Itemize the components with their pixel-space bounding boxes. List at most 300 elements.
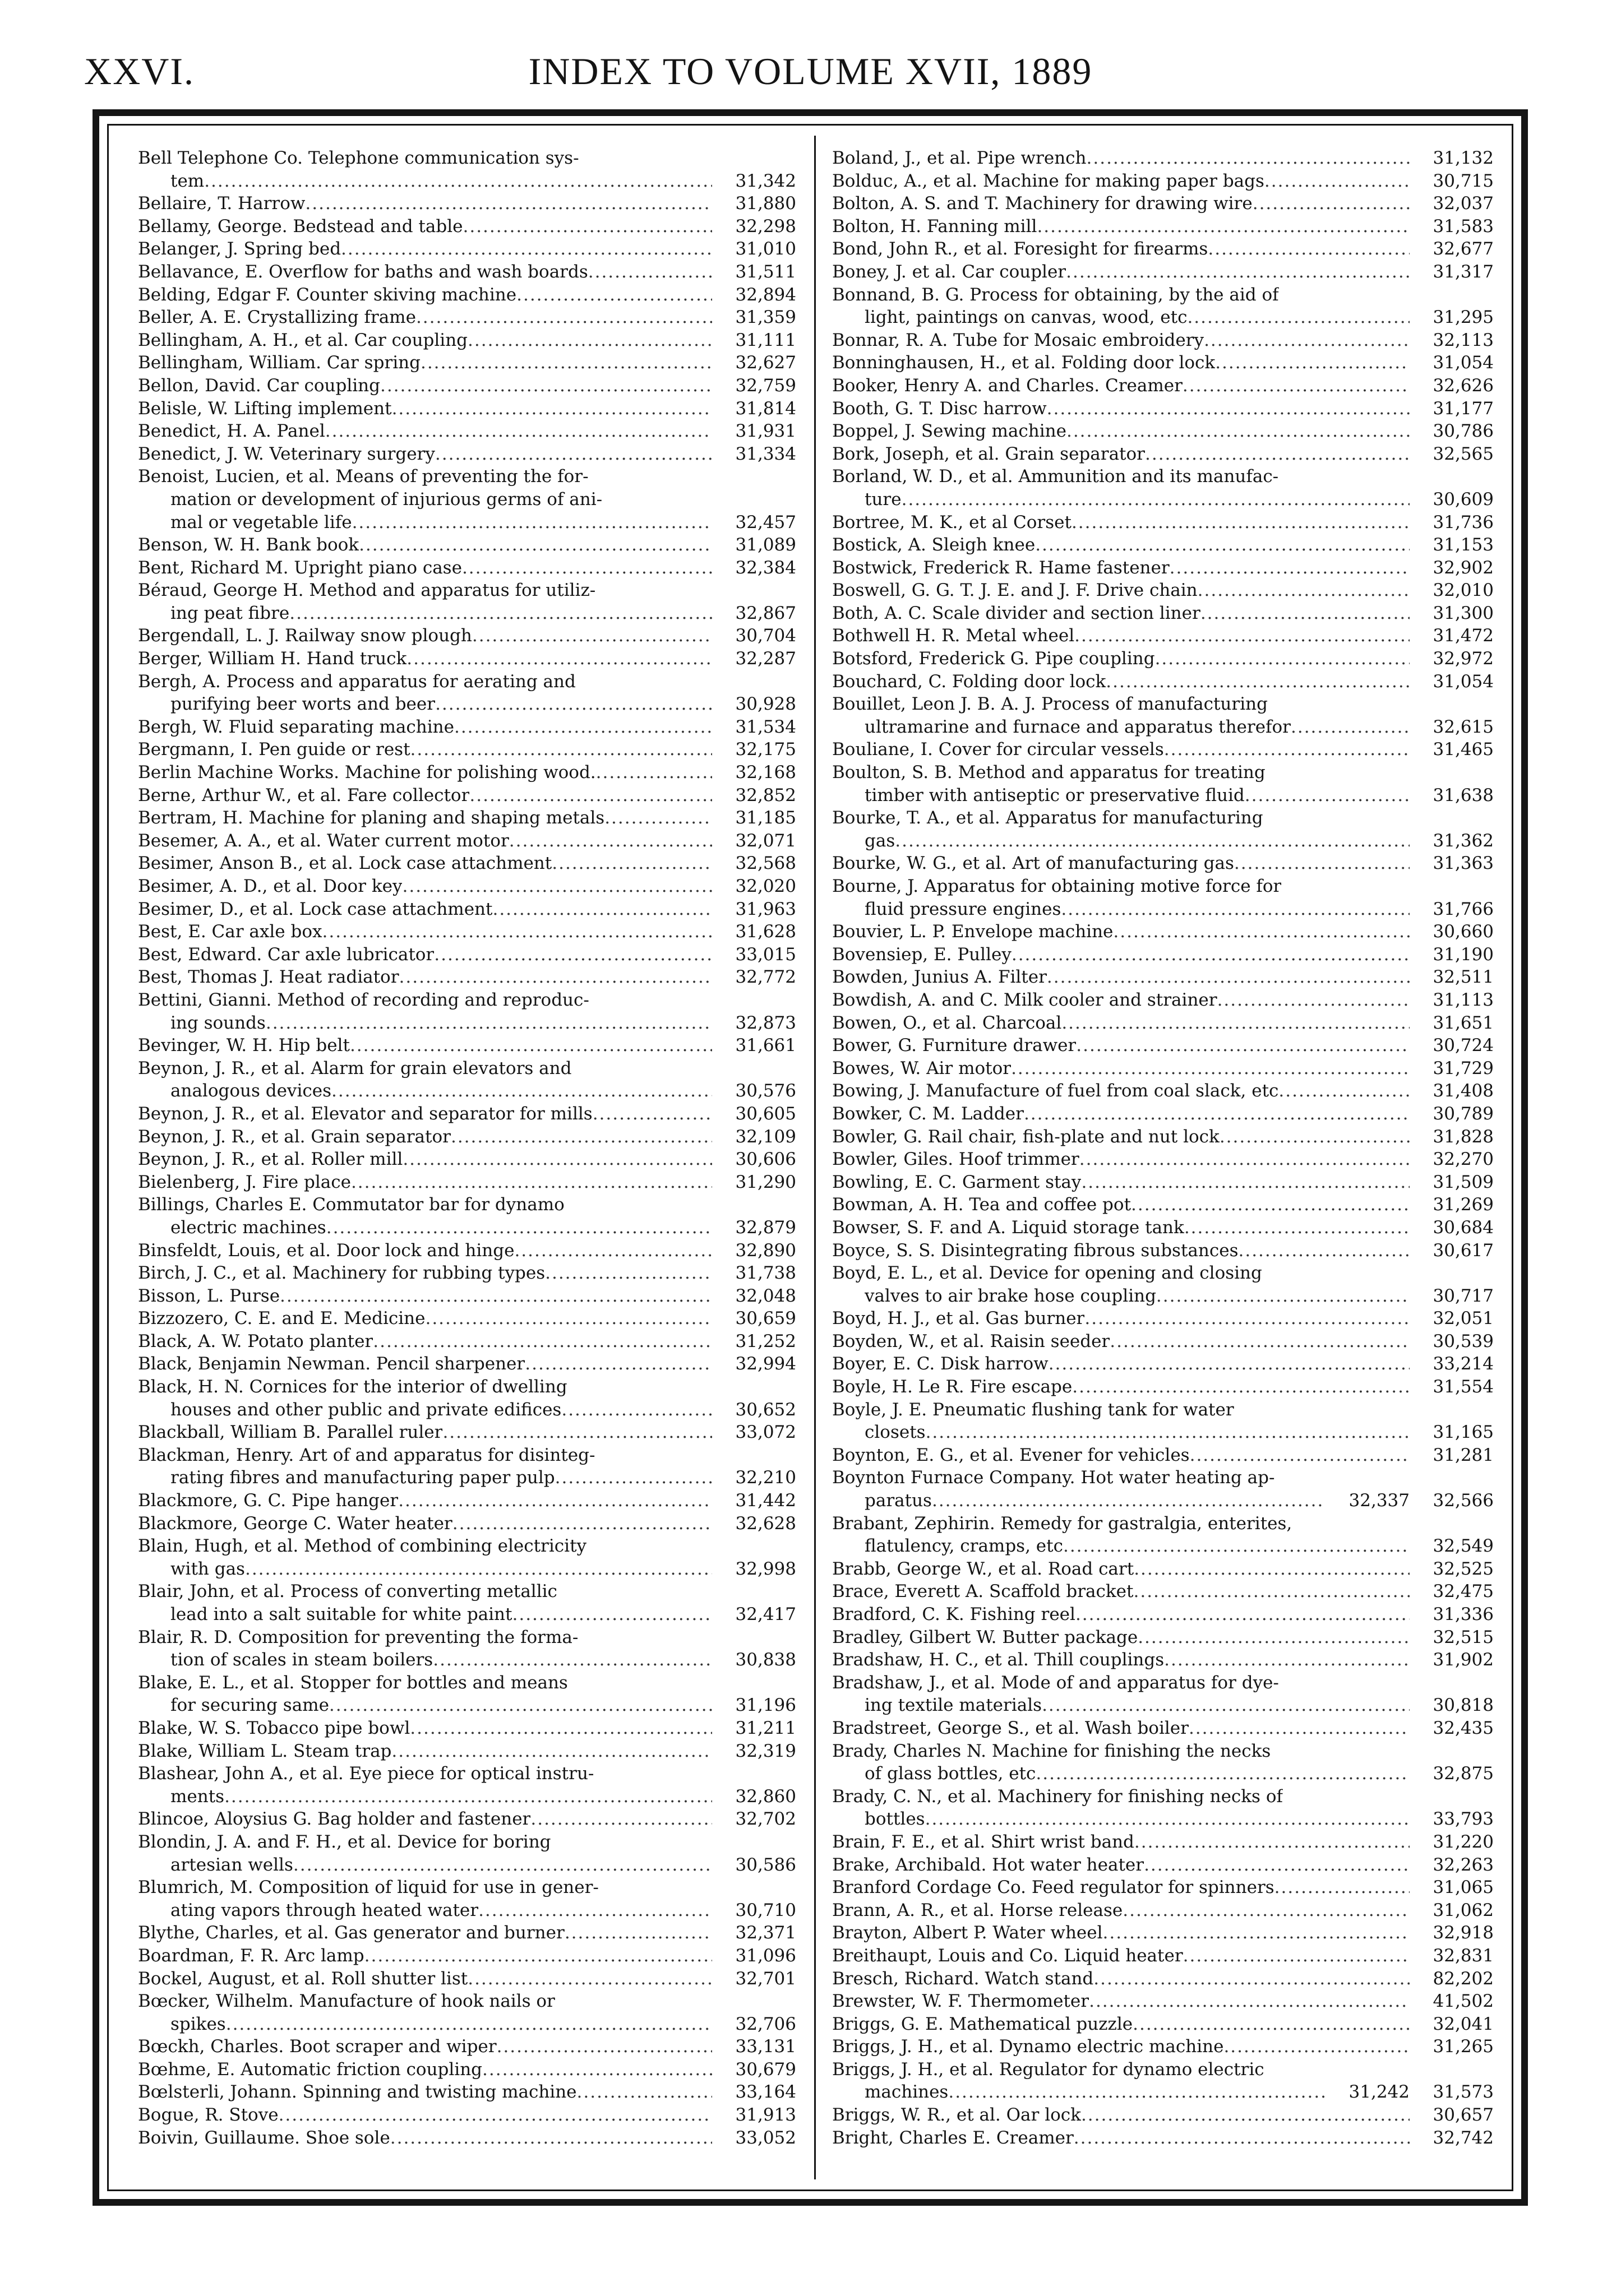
dot-leader: [468, 329, 712, 352]
dot-leader: [902, 488, 1410, 511]
entry-text: Bradshaw, J., et al. Mode of and apparatus for dye-: [832, 1672, 1279, 1693]
index-entry: [138, 420, 796, 443]
dot-leader: [224, 1785, 712, 1808]
dot-leader: [1291, 716, 1410, 739]
index-entry: [138, 1922, 796, 1945]
index-entry: [138, 1785, 796, 1808]
index-entry: [138, 2127, 796, 2150]
index-entry: [138, 989, 796, 1012]
entry-text: Besimer, D., et al. Lock case attachment: [138, 899, 493, 919]
index-entry: [138, 920, 796, 943]
dot-leader: [1061, 898, 1410, 921]
entry-number: 30,715: [1433, 170, 1494, 191]
entry-number: 30,659: [735, 1308, 796, 1329]
index-entry: [138, 192, 796, 215]
entry-number: 31,408: [1433, 1081, 1494, 1101]
index-entry: [832, 1762, 1494, 1785]
entry-number: 32,902: [1433, 557, 1494, 578]
entry-text: Belisle, W. Lifting implement: [138, 398, 392, 419]
index-entry: [832, 898, 1494, 921]
dot-leader: [577, 2081, 712, 2104]
index-entry: [832, 1854, 1494, 1877]
entry-number: 31,062: [1433, 1900, 1494, 1920]
index-entry: [832, 579, 1494, 602]
index-entry: [138, 1808, 796, 1831]
index-entry: [832, 1672, 1494, 1695]
index-entry: [138, 1399, 796, 1422]
dot-leader: [351, 1171, 712, 1194]
entry-number: 32,759: [735, 375, 796, 396]
entry-text: rating fibres and manufacturing paper pulp: [170, 1468, 555, 1488]
entry-text: Bolton, H. Fanning mill: [832, 216, 1037, 237]
dot-leader: [350, 1034, 712, 1057]
dot-leader: [1215, 351, 1410, 374]
index-entry: [832, 1444, 1494, 1467]
entry-text: Briggs, W. R., et al. Oar lock: [832, 2105, 1081, 2126]
entry-text: Best, Thomas J. Heat radiator: [138, 967, 399, 988]
index-entry: [832, 397, 1494, 420]
dot-leader: [1074, 2127, 1410, 2150]
entry-text: Black, Benjamin Newman. Pencil sharpener: [138, 1354, 525, 1374]
entry-number: 32,628: [735, 1513, 796, 1534]
entry-text: Bowser, S. F. and A. Liquid storage tank: [832, 1217, 1184, 1238]
dot-leader: [1145, 443, 1410, 466]
entry-number: 31,220: [1433, 1831, 1494, 1852]
index-entry: [138, 943, 796, 966]
dot-leader: [1036, 1762, 1410, 1785]
dot-leader: [1089, 1990, 1410, 2013]
index-entry: [138, 557, 796, 580]
dot-leader: [289, 602, 712, 625]
index-entry: [138, 693, 796, 716]
index-entry: [138, 329, 796, 352]
entry-number: 31,509: [1433, 1172, 1494, 1192]
index-entry: [832, 420, 1494, 443]
entry-text: Botsford, Frederick G. Pipe coupling: [832, 649, 1155, 669]
entry-number: 31,165: [1433, 1422, 1494, 1443]
entry-text: Booth, G. T. Disc harrow: [832, 398, 1047, 419]
dot-leader: [516, 284, 712, 307]
dot-leader: [926, 1421, 1410, 1444]
entry-number: 30,605: [735, 1103, 796, 1124]
index-entry: [138, 1535, 796, 1558]
dot-leader: [497, 2035, 712, 2058]
entry-text: Bellon, David. Car coupling: [138, 375, 380, 396]
index-entry: [138, 215, 796, 238]
dot-leader: [492, 898, 712, 921]
entry-text: Bowden, Junius A. Filter: [832, 967, 1047, 988]
right-column: [832, 147, 1494, 2178]
entry-number: 30,576: [735, 1081, 796, 1101]
entry-text: Bonninghausen, H., et al. Folding door lock: [832, 353, 1216, 373]
index-entry: [138, 1330, 796, 1353]
entry-number: 30,710: [735, 1900, 796, 1920]
dot-leader: [1164, 738, 1410, 761]
dot-leader: [403, 1148, 712, 1171]
index-entry: [138, 647, 796, 670]
dot-leader: [454, 716, 712, 739]
entry-text: Boyd, H. J., et al. Gas burner: [832, 1308, 1085, 1329]
index-entry: [832, 602, 1494, 625]
entry-text: lead into a salt suitable for white paint: [170, 1604, 512, 1624]
index-entry: [832, 1990, 1494, 2013]
entry-number: 31,651: [1433, 1012, 1494, 1033]
entry-number: 32,417: [735, 1604, 796, 1624]
dot-leader: [925, 1808, 1410, 1831]
index-entry: [138, 1193, 796, 1216]
index-entry: [138, 1376, 796, 1399]
entry-text: Bœcker, Wilhelm. Manufacture of hook nails or: [138, 1991, 555, 2012]
page-header: [84, 49, 1537, 100]
entry-number: 30,586: [735, 1854, 796, 1875]
dot-leader: [204, 170, 712, 193]
entry-text: bottles: [865, 1809, 925, 1830]
entry-number: 30,704: [735, 626, 796, 646]
dot-leader: [1076, 1034, 1410, 1057]
index-entry: [832, 1012, 1494, 1035]
entry-text: ing textile materials: [865, 1695, 1042, 1716]
index-entry: [832, 784, 1494, 807]
dot-leader: [1189, 1717, 1410, 1740]
index-entry: [832, 2127, 1494, 2150]
index-entry: [832, 761, 1494, 784]
dot-leader: [451, 1126, 712, 1149]
entry-number: 32,852: [735, 785, 796, 806]
index-entry: [832, 1421, 1494, 1444]
entry-text: Blackball, William B. Parallel ruler: [138, 1422, 443, 1443]
entry-text: analogous devices: [170, 1081, 331, 1101]
dot-leader: [1131, 1193, 1410, 1216]
dot-leader: [1187, 306, 1410, 329]
entry-text: Bowler, G. Rail chair, fish-plate and nut lock: [832, 1126, 1220, 1147]
dot-leader: [1106, 670, 1410, 693]
entry-number: 31,638: [1433, 785, 1494, 806]
index-entry: [832, 1148, 1494, 1171]
entry-number: 32,677: [1433, 239, 1494, 260]
entry-text: Bolton, A. S. and T. Machinery for drawing wire: [832, 193, 1253, 214]
entry-text: Brewster, W. F. Thermometer: [832, 1991, 1089, 2012]
index-entry: [832, 351, 1494, 374]
entry-number: 32,525: [1433, 1558, 1494, 1579]
entry-number: 32,168: [735, 762, 796, 783]
entry-text: Bœlsterli, Johann. Spinning and twisting machine: [138, 2082, 577, 2103]
index-entry: [832, 1307, 1494, 1330]
dot-leader: [512, 1603, 712, 1626]
dot-leader: [1134, 1558, 1410, 1581]
entry-text: Blair, John, et al. Process of converting metallic: [138, 1581, 557, 1602]
entry-text: purifying beer worts and beer: [170, 694, 436, 715]
entry-text: Brady, Charles N. Machine for finishing the necks: [832, 1740, 1271, 1761]
entry-text: Boyce, S. S. Disintegrating fibrous substances: [832, 1240, 1239, 1261]
dot-leader: [359, 534, 712, 557]
entry-text: flatulency, cramps, etc: [865, 1536, 1063, 1557]
index-entry: [138, 670, 796, 693]
entry-text: ture: [865, 489, 902, 510]
index-entry: [138, 397, 796, 420]
entry-text: Béraud, George H. Method and apparatus for utiliz-: [138, 580, 596, 601]
index-entry: [832, 238, 1494, 261]
entry-text: Bowman, A. H. Tea and coffee pot: [832, 1195, 1132, 1215]
entry-text: Bowen, O., et al. Charcoal: [832, 1012, 1062, 1033]
index-entry: [138, 465, 796, 488]
entry-number: 31,362: [1433, 830, 1494, 851]
entry-text: timber with antiseptic or preservative fluid: [865, 785, 1245, 806]
entry-number: 31,334: [735, 443, 796, 464]
index-entry: [138, 488, 796, 511]
entry-number: 30,652: [735, 1399, 796, 1420]
entry-text: Bowdish, A. and C. Milk cooler and strainer: [832, 989, 1217, 1010]
index-entry: [138, 1990, 796, 2013]
entry-text: Bellavance, E. Overflow for baths and wash boards: [138, 261, 588, 282]
index-entry: [138, 1694, 796, 1717]
index-entry: [138, 761, 796, 784]
dot-leader: [1217, 989, 1410, 1012]
index-entry: [832, 852, 1494, 875]
entry-text: Blondin, J. A. and F. H., et al. Device for boring: [138, 1831, 551, 1852]
entry-text: valves to air brake hose coupling: [865, 1285, 1156, 1306]
dot-leader: [1134, 1580, 1410, 1603]
dot-leader: [1061, 1012, 1410, 1035]
entry-text: Bergmann, I. Pen guide or rest: [138, 739, 410, 760]
dot-leader: [391, 1740, 712, 1763]
entry-text: Bergendall, L. J. Railway snow plough: [138, 626, 472, 646]
dot-leader: [469, 784, 712, 807]
entry-number: 32,879: [735, 1217, 796, 1238]
entry-text: Blashear, John A., et al. Eye piece for optical instru-: [138, 1763, 594, 1784]
index-entry: [138, 261, 796, 284]
entry-text: Bonnand, B. G. Process for obtaining, by the aid of: [832, 284, 1279, 305]
entry-number: 31,111: [735, 330, 796, 350]
dot-leader: [482, 2058, 712, 2081]
index-entry: [832, 1740, 1494, 1763]
entry-number: 31,265: [1433, 2036, 1494, 2057]
index-entry: [832, 943, 1494, 966]
entry-number: 33,131: [735, 2036, 796, 2057]
entry-text: Breithaupt, Louis and Co. Liquid heater: [832, 1945, 1183, 1966]
entry-text: Brabb, George W., et al. Road cart: [832, 1558, 1134, 1579]
entry-number: 31,963: [735, 899, 796, 919]
dot-leader: [293, 1854, 712, 1877]
entry-text: Boulton, S. B. Method and apparatus for treating: [832, 762, 1266, 783]
entry-text: closets: [865, 1422, 926, 1443]
dot-leader: [1234, 852, 1410, 875]
index-entry: [138, 2035, 796, 2058]
dot-leader: [1264, 170, 1410, 193]
page-title: INDEX TO VOLUME XVII, 1889: [528, 50, 1093, 92]
index-entry: [832, 1126, 1494, 1149]
index-entry: [832, 1399, 1494, 1422]
entry-text: Bowes, W. Air motor: [832, 1058, 1012, 1078]
entry-number: 32,566: [1433, 1490, 1494, 1511]
index-entry: [138, 1239, 796, 1262]
entry-text: tem: [170, 170, 205, 191]
index-entry: [138, 579, 796, 602]
dot-leader: [596, 761, 712, 784]
entry-text: Boland, J., et al. Pipe wrench: [832, 148, 1087, 168]
entry-number: 32,048: [735, 1285, 796, 1306]
index-entry: [138, 1717, 796, 1740]
entry-text: Beynon, J. R., et al. Elevator and separator for mills: [138, 1103, 593, 1124]
dot-leader: [1072, 1376, 1410, 1399]
entry-number: 30,786: [1433, 421, 1494, 442]
dot-leader: [509, 830, 712, 853]
column-divider: [814, 136, 816, 2179]
dot-leader: [410, 1717, 712, 1740]
entry-text: Blake, W. S. Tobacco pipe bowl: [138, 1718, 410, 1738]
entry-text: ments: [170, 1786, 225, 1807]
entry-text: Brake, Archibald. Hot water heater: [832, 1854, 1144, 1875]
entry-text: Blythe, Charles, et al. Gas generator and burner: [138, 1923, 565, 1943]
dot-leader: [545, 1262, 712, 1285]
dot-leader: [1204, 329, 1410, 352]
dot-leader: [1110, 1330, 1410, 1353]
entry-text: Brain, F. E., et al. Shirt wrist band: [832, 1831, 1134, 1852]
entry-number: 31,738: [735, 1263, 796, 1284]
entry-number: 31,554: [1433, 1377, 1494, 1397]
entry-number: 31,295: [1433, 307, 1494, 328]
entry-text: Boppel, J. Sewing machine: [832, 421, 1066, 442]
entry-text: Beller, A. E. Crystallizing frame: [138, 307, 416, 328]
dot-leader: [1072, 511, 1410, 534]
entry-number: 31,153: [1433, 535, 1494, 556]
index-entry: [138, 1968, 796, 1991]
index-entry: [832, 807, 1494, 830]
dot-leader: [1170, 557, 1410, 580]
index-entry: [138, 1672, 796, 1695]
dot-leader: [593, 1103, 712, 1126]
index-entry: [832, 1171, 1494, 1194]
entry-number: 32,549: [1433, 1536, 1494, 1557]
index-entry: [832, 1057, 1494, 1080]
dot-leader: [435, 693, 712, 716]
index-entry: [138, 602, 796, 625]
entry-number: 31,472: [1433, 626, 1494, 646]
index-entry: [832, 2013, 1494, 2036]
dot-leader: [410, 738, 712, 761]
dot-leader: [1253, 192, 1410, 215]
index-entry: [138, 1945, 796, 1968]
index-entry: [138, 2058, 796, 2081]
entry-number: 32,742: [1433, 2127, 1494, 2148]
dot-leader: [1138, 1626, 1410, 1649]
index-entry: [832, 1717, 1494, 1740]
index-entry: [138, 716, 796, 739]
dot-leader: [1049, 1353, 1410, 1376]
dot-leader: [322, 920, 712, 943]
dot-leader: [1087, 147, 1410, 170]
entry-text: Binsfeldt, Louis, et al. Door lock and hinge: [138, 1240, 515, 1261]
dot-leader: [325, 420, 712, 443]
index-entry: [138, 852, 796, 875]
entry-text: Best, E. Car axle box: [138, 922, 322, 942]
dot-leader: [1164, 1649, 1410, 1672]
index-entry: [138, 1899, 796, 1922]
index-entry: [138, 1854, 796, 1877]
dot-leader: [1245, 784, 1410, 807]
index-entry: [832, 511, 1494, 534]
entry-text: Bowker, C. M. Ladder: [832, 1103, 1024, 1124]
entry-number: 31,359: [735, 307, 796, 328]
entry-text: Bright, Charles E. Creamer: [832, 2127, 1074, 2148]
dot-leader: [1200, 602, 1410, 625]
entry-text: Boyden, W., et al. Raisin seeder: [832, 1331, 1110, 1351]
entry-text: of glass bottles, etc: [865, 1763, 1036, 1784]
index-entry: [832, 693, 1494, 716]
entry-number: 31,902: [1433, 1650, 1494, 1670]
entry-number: 31,054: [1433, 353, 1494, 373]
entry-number: 32,051: [1433, 1308, 1494, 1329]
index-entry: [832, 1216, 1494, 1239]
entry-number: 31,573: [1433, 2082, 1494, 2103]
entry-text: Beynon, J. R., et al. Roller mill: [138, 1149, 403, 1170]
entry-number: 32,435: [1433, 1718, 1494, 1738]
left-column: [138, 147, 796, 2178]
entry-text: Bonnar, R. A. Tube for Mosaic embroidery: [832, 330, 1204, 350]
index-entry: [832, 966, 1494, 989]
entry-number: 31,185: [735, 808, 796, 828]
index-entry: [832, 1353, 1494, 1376]
entry-text: Bradshaw, H. C., et al. Thill couplings: [832, 1650, 1165, 1670]
entry-text: Brann, A. R., et al. Horse release: [832, 1900, 1123, 1920]
entry-number: 32,565: [1433, 443, 1494, 464]
index-entry: [832, 1535, 1494, 1558]
dot-leader: [1134, 1831, 1410, 1854]
index-entry: [832, 716, 1494, 739]
entry-text: Benson, W. H. Bank book: [138, 535, 359, 556]
index-entry: [832, 147, 1494, 170]
entry-text: mal or vegetable life: [170, 512, 352, 533]
entry-text: Bockel, August, et al. Roll shutter list: [138, 1968, 468, 1989]
index-entry: [832, 170, 1494, 193]
entry-number: 32,873: [735, 1012, 796, 1033]
dot-leader: [565, 1922, 712, 1945]
entry-text: ultramarine and furnace and apparatus therefor: [865, 716, 1291, 737]
entry-number: 30,818: [1433, 1695, 1494, 1716]
entry-number: 32,972: [1433, 649, 1494, 669]
dot-leader: [1198, 579, 1410, 602]
dot-leader: [462, 557, 712, 580]
index-entry: [138, 1171, 796, 1194]
entry-text: Bergh, W. Fluid separating machine: [138, 716, 454, 737]
entry-text: Bostick, A. Sleigh knee: [832, 535, 1036, 556]
entry-text: Bouillet, Leon J. B. A. J. Process of manufacturing: [832, 694, 1268, 715]
entry-number: 32,020: [735, 876, 796, 896]
index-entry: [138, 1626, 796, 1649]
entry-number: 31,010: [735, 239, 796, 260]
entry-text: Bellingham, A. H., et al. Car coupling: [138, 330, 468, 350]
index-entry: [832, 989, 1494, 1012]
index-entry: [138, 1762, 796, 1785]
index-entry: [832, 1945, 1494, 1968]
entry-text: Besemer, A. A., et al. Water current motor: [138, 830, 509, 851]
index-entry: [832, 1262, 1494, 1285]
entry-number: 32,994: [735, 1354, 796, 1374]
index-entry: [832, 534, 1494, 557]
index-entry: [832, 261, 1494, 284]
dot-leader: [226, 2013, 712, 2036]
index-entry: [138, 170, 796, 193]
index-entry: [138, 1148, 796, 1171]
index-entry: [832, 1808, 1494, 1831]
entry-text: Bresch, Richard. Watch stand: [832, 1968, 1094, 1989]
entry-number: 82,202: [1433, 1968, 1494, 1989]
entry-text: Boardman, F. R. Arc lamp: [138, 1945, 364, 1966]
entry-text: Borland, W. D., et al. Ammunition and its manufac-: [832, 466, 1279, 487]
dot-leader: [588, 261, 712, 284]
dot-leader: [373, 1330, 712, 1353]
entry-number: 30,609: [1433, 489, 1494, 510]
entry-text: Boyd, E. L., et al. Device for opening and closing: [832, 1263, 1262, 1284]
